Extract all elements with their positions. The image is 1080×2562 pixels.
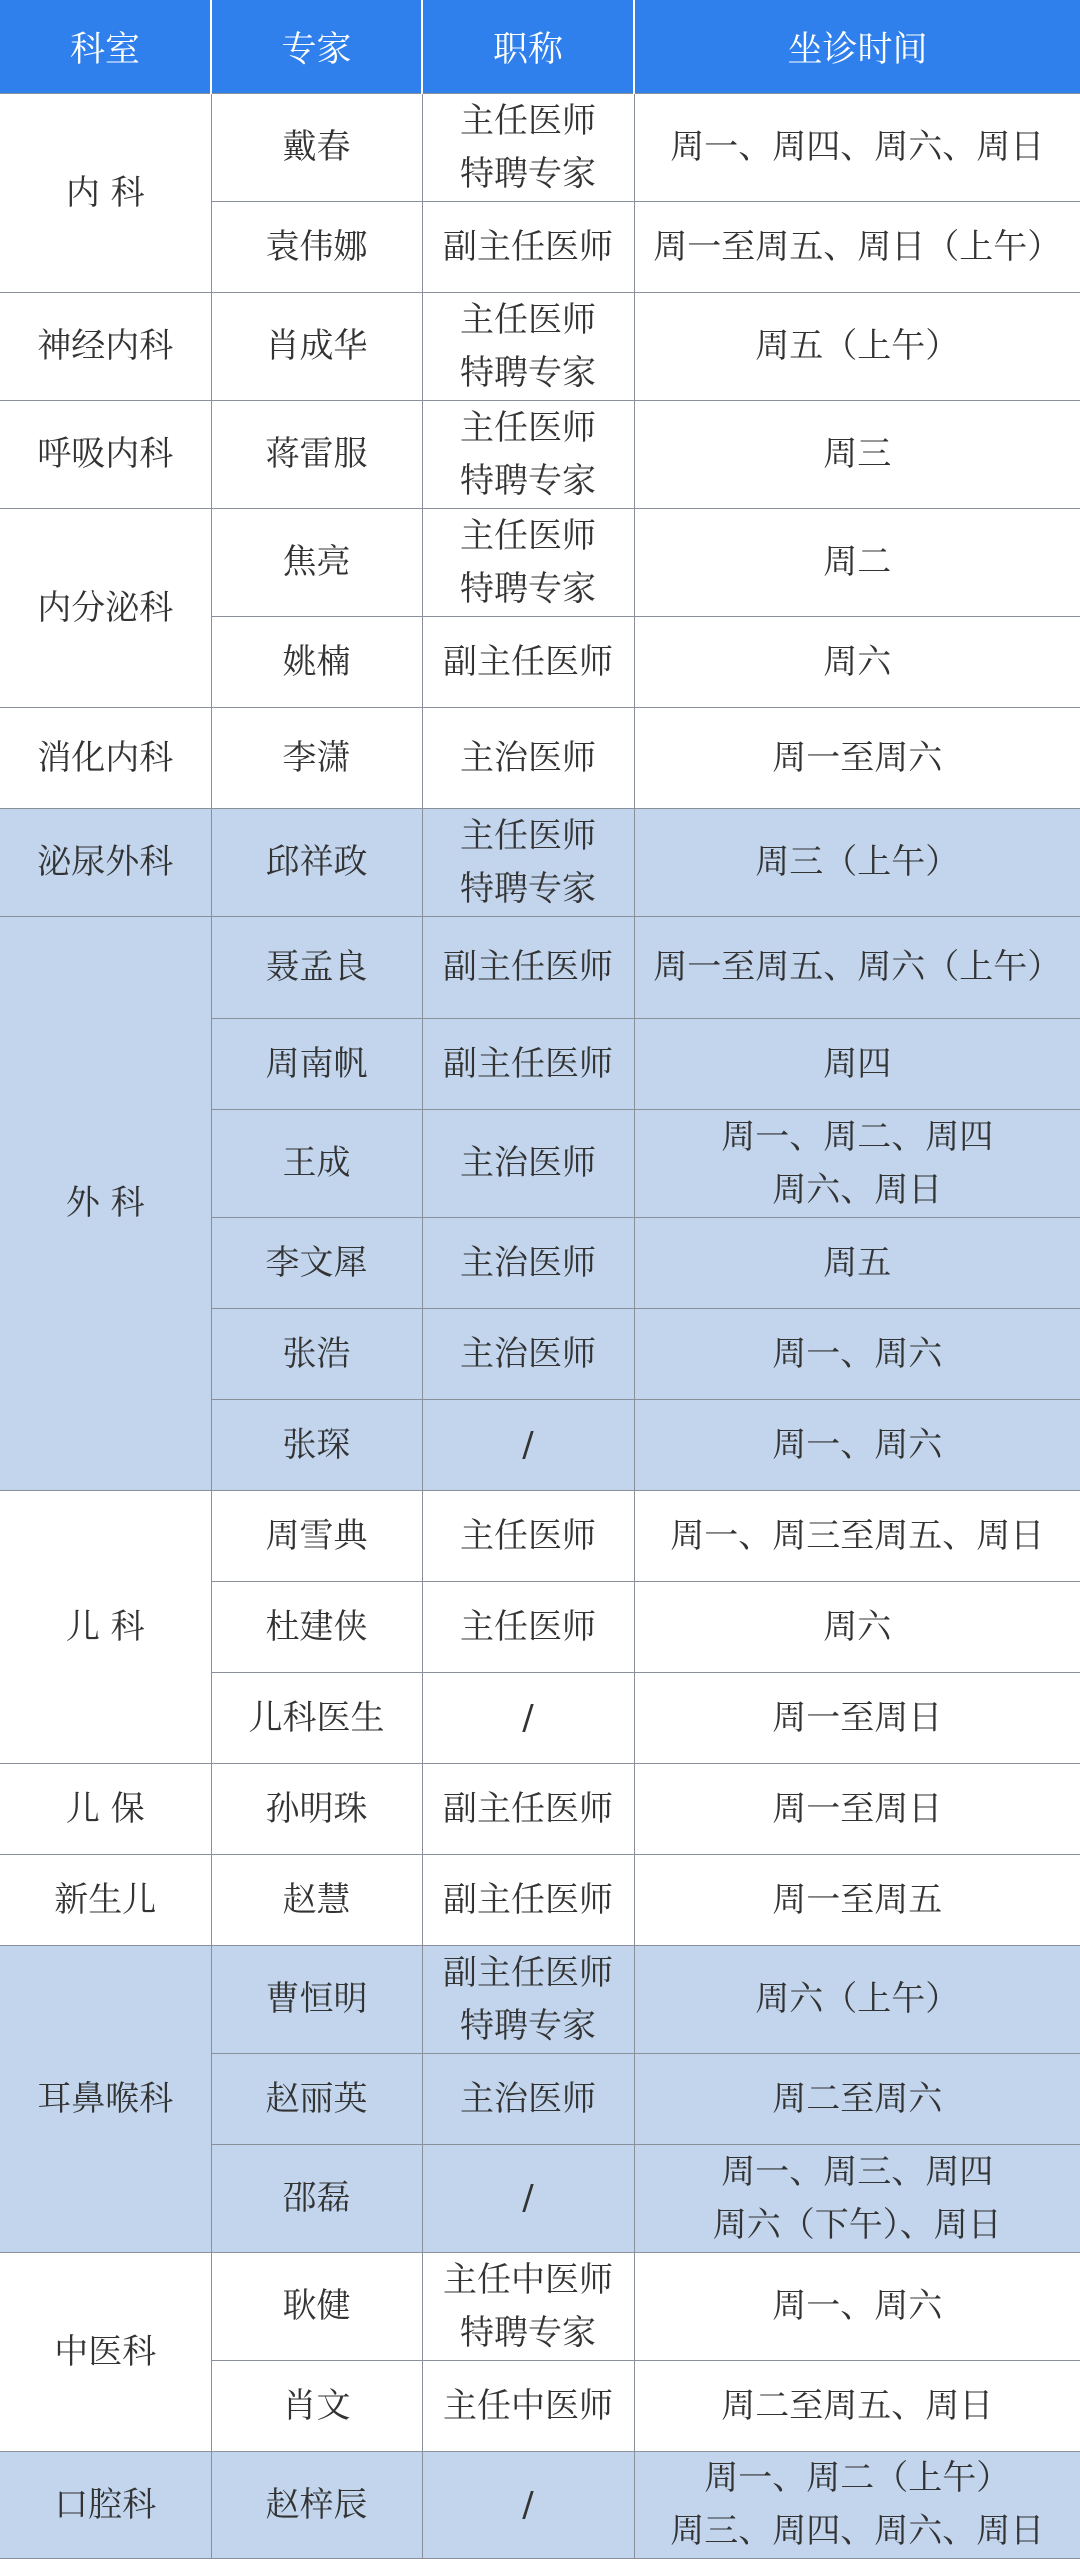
schedule-line: 周六 xyxy=(823,1606,892,1647)
title-line: / xyxy=(522,2178,534,2219)
schedule-cell xyxy=(634,202,1080,293)
title-line: 副主任医师 xyxy=(443,641,613,682)
header-expert: 专家 xyxy=(211,0,422,94)
table-row xyxy=(0,293,1080,401)
title-line: / xyxy=(522,1424,534,1465)
doctor-cell: 焦亮 xyxy=(211,509,422,617)
title-cell xyxy=(422,1400,634,1491)
title-cell xyxy=(422,1218,634,1309)
schedule-line: 周一、周二、周四 xyxy=(721,1116,994,1157)
dept-cell: 儿 保 xyxy=(0,1764,211,1855)
title-cell xyxy=(422,809,634,917)
title-cell xyxy=(422,2253,634,2361)
schedule-line: 周一、周三、周四 xyxy=(721,2151,994,2192)
title-cell xyxy=(422,1673,634,1764)
doctor-cell: 张琛 xyxy=(211,1400,422,1491)
title-line: 主任中医师 xyxy=(443,2385,613,2426)
table-row xyxy=(0,509,1080,617)
schedule-cell xyxy=(634,2145,1080,2253)
title-cell xyxy=(422,401,634,509)
title-line: 主治医师 xyxy=(460,1143,596,1184)
doctor-cell: 邵磊 xyxy=(211,2145,422,2253)
schedule-line: 周六（上午） xyxy=(755,1979,960,2020)
doctor-cell: 邱祥政 xyxy=(211,809,422,917)
schedule-line: 周一、周三至周五、周日 xyxy=(670,1515,1045,1556)
title-line: / xyxy=(522,1697,534,1738)
schedule-cell xyxy=(634,293,1080,401)
title-cell xyxy=(422,2054,634,2145)
schedule-cell xyxy=(634,2452,1080,2559)
schedule-cell xyxy=(634,1764,1080,1855)
schedule-cell xyxy=(634,917,1080,1019)
dept-cell: 神经内科 xyxy=(0,293,211,401)
schedule-line: 周六（下午）、周日 xyxy=(712,2204,1002,2245)
title-cell xyxy=(422,1110,634,1218)
doctor-cell: 周南帆 xyxy=(211,1019,422,1110)
title-line: 副主任医师 xyxy=(443,1879,613,1920)
title-line: 主治医师 xyxy=(460,1333,596,1374)
dept-cell: 内分泌科 xyxy=(0,509,211,708)
schedule-line: 周一、周六 xyxy=(772,1424,943,1465)
header-row xyxy=(0,0,1080,94)
schedule-line: 周四 xyxy=(823,1043,892,1084)
dept-cell: 内 科 xyxy=(0,94,211,293)
doctor-cell: 杜建侠 xyxy=(211,1582,422,1673)
schedule-cell xyxy=(634,1218,1080,1309)
title-cell xyxy=(422,917,634,1019)
doctor-cell: 赵丽英 xyxy=(211,2054,422,2145)
schedule-cell xyxy=(634,1309,1080,1400)
doctor-cell: 戴春 xyxy=(211,94,422,202)
schedule-line: 周一至周五、周六（上午） xyxy=(653,947,1062,988)
schedule-cell xyxy=(634,1400,1080,1491)
doctor-cell: 李文犀 xyxy=(211,1218,422,1309)
dept-cell: 中医科 xyxy=(0,2253,211,2452)
doctor-cell: 姚楠 xyxy=(211,617,422,708)
schedule-cell xyxy=(634,2054,1080,2145)
title-cell xyxy=(422,1946,634,2054)
schedule-line: 周一至周日 xyxy=(772,1697,943,1738)
title-cell xyxy=(422,1582,634,1673)
schedule-line: 周一至周日 xyxy=(772,1788,943,1829)
title-line: / xyxy=(522,2484,534,2525)
title-line: 主治医师 xyxy=(460,2078,596,2119)
schedule-cell xyxy=(634,401,1080,509)
title-cell xyxy=(422,2452,634,2559)
title-cell xyxy=(422,2361,634,2452)
schedule-line: 周五 xyxy=(823,1242,892,1283)
dept-cell: 新生儿 xyxy=(0,1855,211,1946)
title-line: 特聘专家 xyxy=(460,352,596,393)
schedule-line: 周六 xyxy=(823,641,892,682)
schedule-cell xyxy=(634,2253,1080,2361)
title-line: 主任医师 xyxy=(460,299,596,340)
title-line: 特聘专家 xyxy=(460,460,596,501)
title-line: 特聘专家 xyxy=(460,568,596,609)
title-line: 特聘专家 xyxy=(460,2005,596,2046)
title-line: 特聘专家 xyxy=(460,2312,596,2353)
title-line: 副主任医师 xyxy=(443,1788,613,1829)
dept-cell: 耳鼻喉科 xyxy=(0,1946,211,2253)
doctor-cell: 耿健 xyxy=(211,2253,422,2361)
dept-cell: 泌尿外科 xyxy=(0,809,211,917)
title-line: 主任医师 xyxy=(460,1515,596,1556)
schedule-cell xyxy=(634,1582,1080,1673)
doctor-cell: 儿科医生 xyxy=(211,1673,422,1764)
title-cell xyxy=(422,708,634,809)
table-row xyxy=(0,2452,1080,2559)
schedule-line: 周一、周六 xyxy=(772,2286,943,2327)
header-schedule: 坐诊时间 xyxy=(634,0,1080,94)
title-cell xyxy=(422,509,634,617)
title-cell xyxy=(422,1019,634,1110)
doctor-cell: 赵梓辰 xyxy=(211,2452,422,2559)
schedule-cell xyxy=(634,1946,1080,2054)
title-cell xyxy=(422,293,634,401)
table-row xyxy=(0,917,1080,1019)
schedule-line: 周三、周四、周六、周日 xyxy=(670,2511,1045,2551)
table-row xyxy=(0,1855,1080,1946)
table-row xyxy=(0,1491,1080,1582)
title-cell xyxy=(422,617,634,708)
dept-cell: 儿 科 xyxy=(0,1491,211,1764)
schedule-cell xyxy=(634,617,1080,708)
table-row xyxy=(0,809,1080,917)
doctor-cell: 孙明珠 xyxy=(211,1764,422,1855)
schedule-line: 周一、周六 xyxy=(772,1333,943,1374)
schedule-cell xyxy=(634,708,1080,809)
schedule-line: 周六、周日 xyxy=(772,1169,943,1210)
schedule-cell xyxy=(634,1110,1080,1218)
doctor-cell: 张浩 xyxy=(211,1309,422,1400)
table-row xyxy=(0,2253,1080,2361)
dept-cell: 呼吸内科 xyxy=(0,401,211,509)
schedule-line: 周二至周五、周日 xyxy=(721,2385,994,2426)
header-title: 职称 xyxy=(422,0,634,94)
doctor-cell: 王成 xyxy=(211,1110,422,1218)
schedule-line: 周五（上午） xyxy=(755,326,960,367)
title-cell xyxy=(422,2145,634,2253)
title-line: 主任医师 xyxy=(460,1606,596,1647)
doctor-cell: 曹恒明 xyxy=(211,1946,422,2054)
dept-cell: 口腔科 xyxy=(0,2452,211,2559)
schedule-line: 周一至周五、周日（上午） xyxy=(653,226,1062,267)
title-line: 副主任医师 xyxy=(443,226,613,267)
title-line: 主任医师 xyxy=(460,815,596,856)
schedule-cell xyxy=(634,2361,1080,2452)
table-row xyxy=(0,708,1080,809)
title-line: 主治医师 xyxy=(460,737,596,778)
title-cell xyxy=(422,1491,634,1582)
header-dept: 科室 xyxy=(0,0,211,94)
dept-cell: 外 科 xyxy=(0,917,211,1491)
schedule-cell xyxy=(634,94,1080,202)
schedule-line: 周二 xyxy=(823,542,892,583)
doctor-cell: 李潇 xyxy=(211,708,422,809)
title-cell xyxy=(422,94,634,202)
title-cell xyxy=(422,202,634,293)
title-line: 特聘专家 xyxy=(460,153,596,194)
schedule-cell xyxy=(634,1491,1080,1582)
table-row xyxy=(0,1764,1080,1855)
schedule-line: 周一至周五 xyxy=(772,1879,943,1920)
dept-cell: 消化内科 xyxy=(0,708,211,809)
title-line: 副主任医师 xyxy=(443,1043,613,1084)
schedule-cell xyxy=(634,809,1080,917)
title-line: 主任医师 xyxy=(460,407,596,448)
title-line: 副主任医师 xyxy=(443,947,613,988)
schedule-cell xyxy=(634,1019,1080,1110)
title-line: 主治医师 xyxy=(460,1242,596,1283)
schedule-line: 周二至周六 xyxy=(772,2078,943,2119)
schedule-cell xyxy=(634,509,1080,617)
title-line: 特聘专家 xyxy=(460,868,596,909)
doctor-cell: 袁伟娜 xyxy=(211,202,422,293)
doctor-cell: 聂孟良 xyxy=(211,917,422,1019)
title-line: 主任医师 xyxy=(460,515,596,556)
title-cell xyxy=(422,1309,634,1400)
schedule-line: 周一至周六 xyxy=(772,737,943,778)
title-cell xyxy=(422,1855,634,1946)
schedule-line: 周一、周二（上午） xyxy=(704,2458,1011,2499)
doctor-cell: 蒋雷服 xyxy=(211,401,422,509)
title-line: 副主任医师 xyxy=(443,1952,613,1993)
doctor-cell: 周雪典 xyxy=(211,1491,422,1582)
schedule-line: 周一、周四、周六、周日 xyxy=(670,127,1045,168)
table-row xyxy=(0,401,1080,509)
table-row xyxy=(0,94,1080,202)
table-row xyxy=(0,1946,1080,2054)
schedule-line: 周三 xyxy=(823,434,892,475)
title-cell xyxy=(422,1764,634,1855)
doctor-cell: 赵慧 xyxy=(211,1855,422,1946)
doctor-cell: 肖成华 xyxy=(211,293,422,401)
schedule-cell xyxy=(634,1673,1080,1764)
schedule-line: 周三（上午） xyxy=(755,842,960,883)
title-line: 主任医师 xyxy=(460,100,596,141)
schedule-cell xyxy=(634,1855,1080,1946)
title-line: 主任中医师 xyxy=(443,2259,613,2300)
doctor-cell: 肖文 xyxy=(211,2361,422,2452)
